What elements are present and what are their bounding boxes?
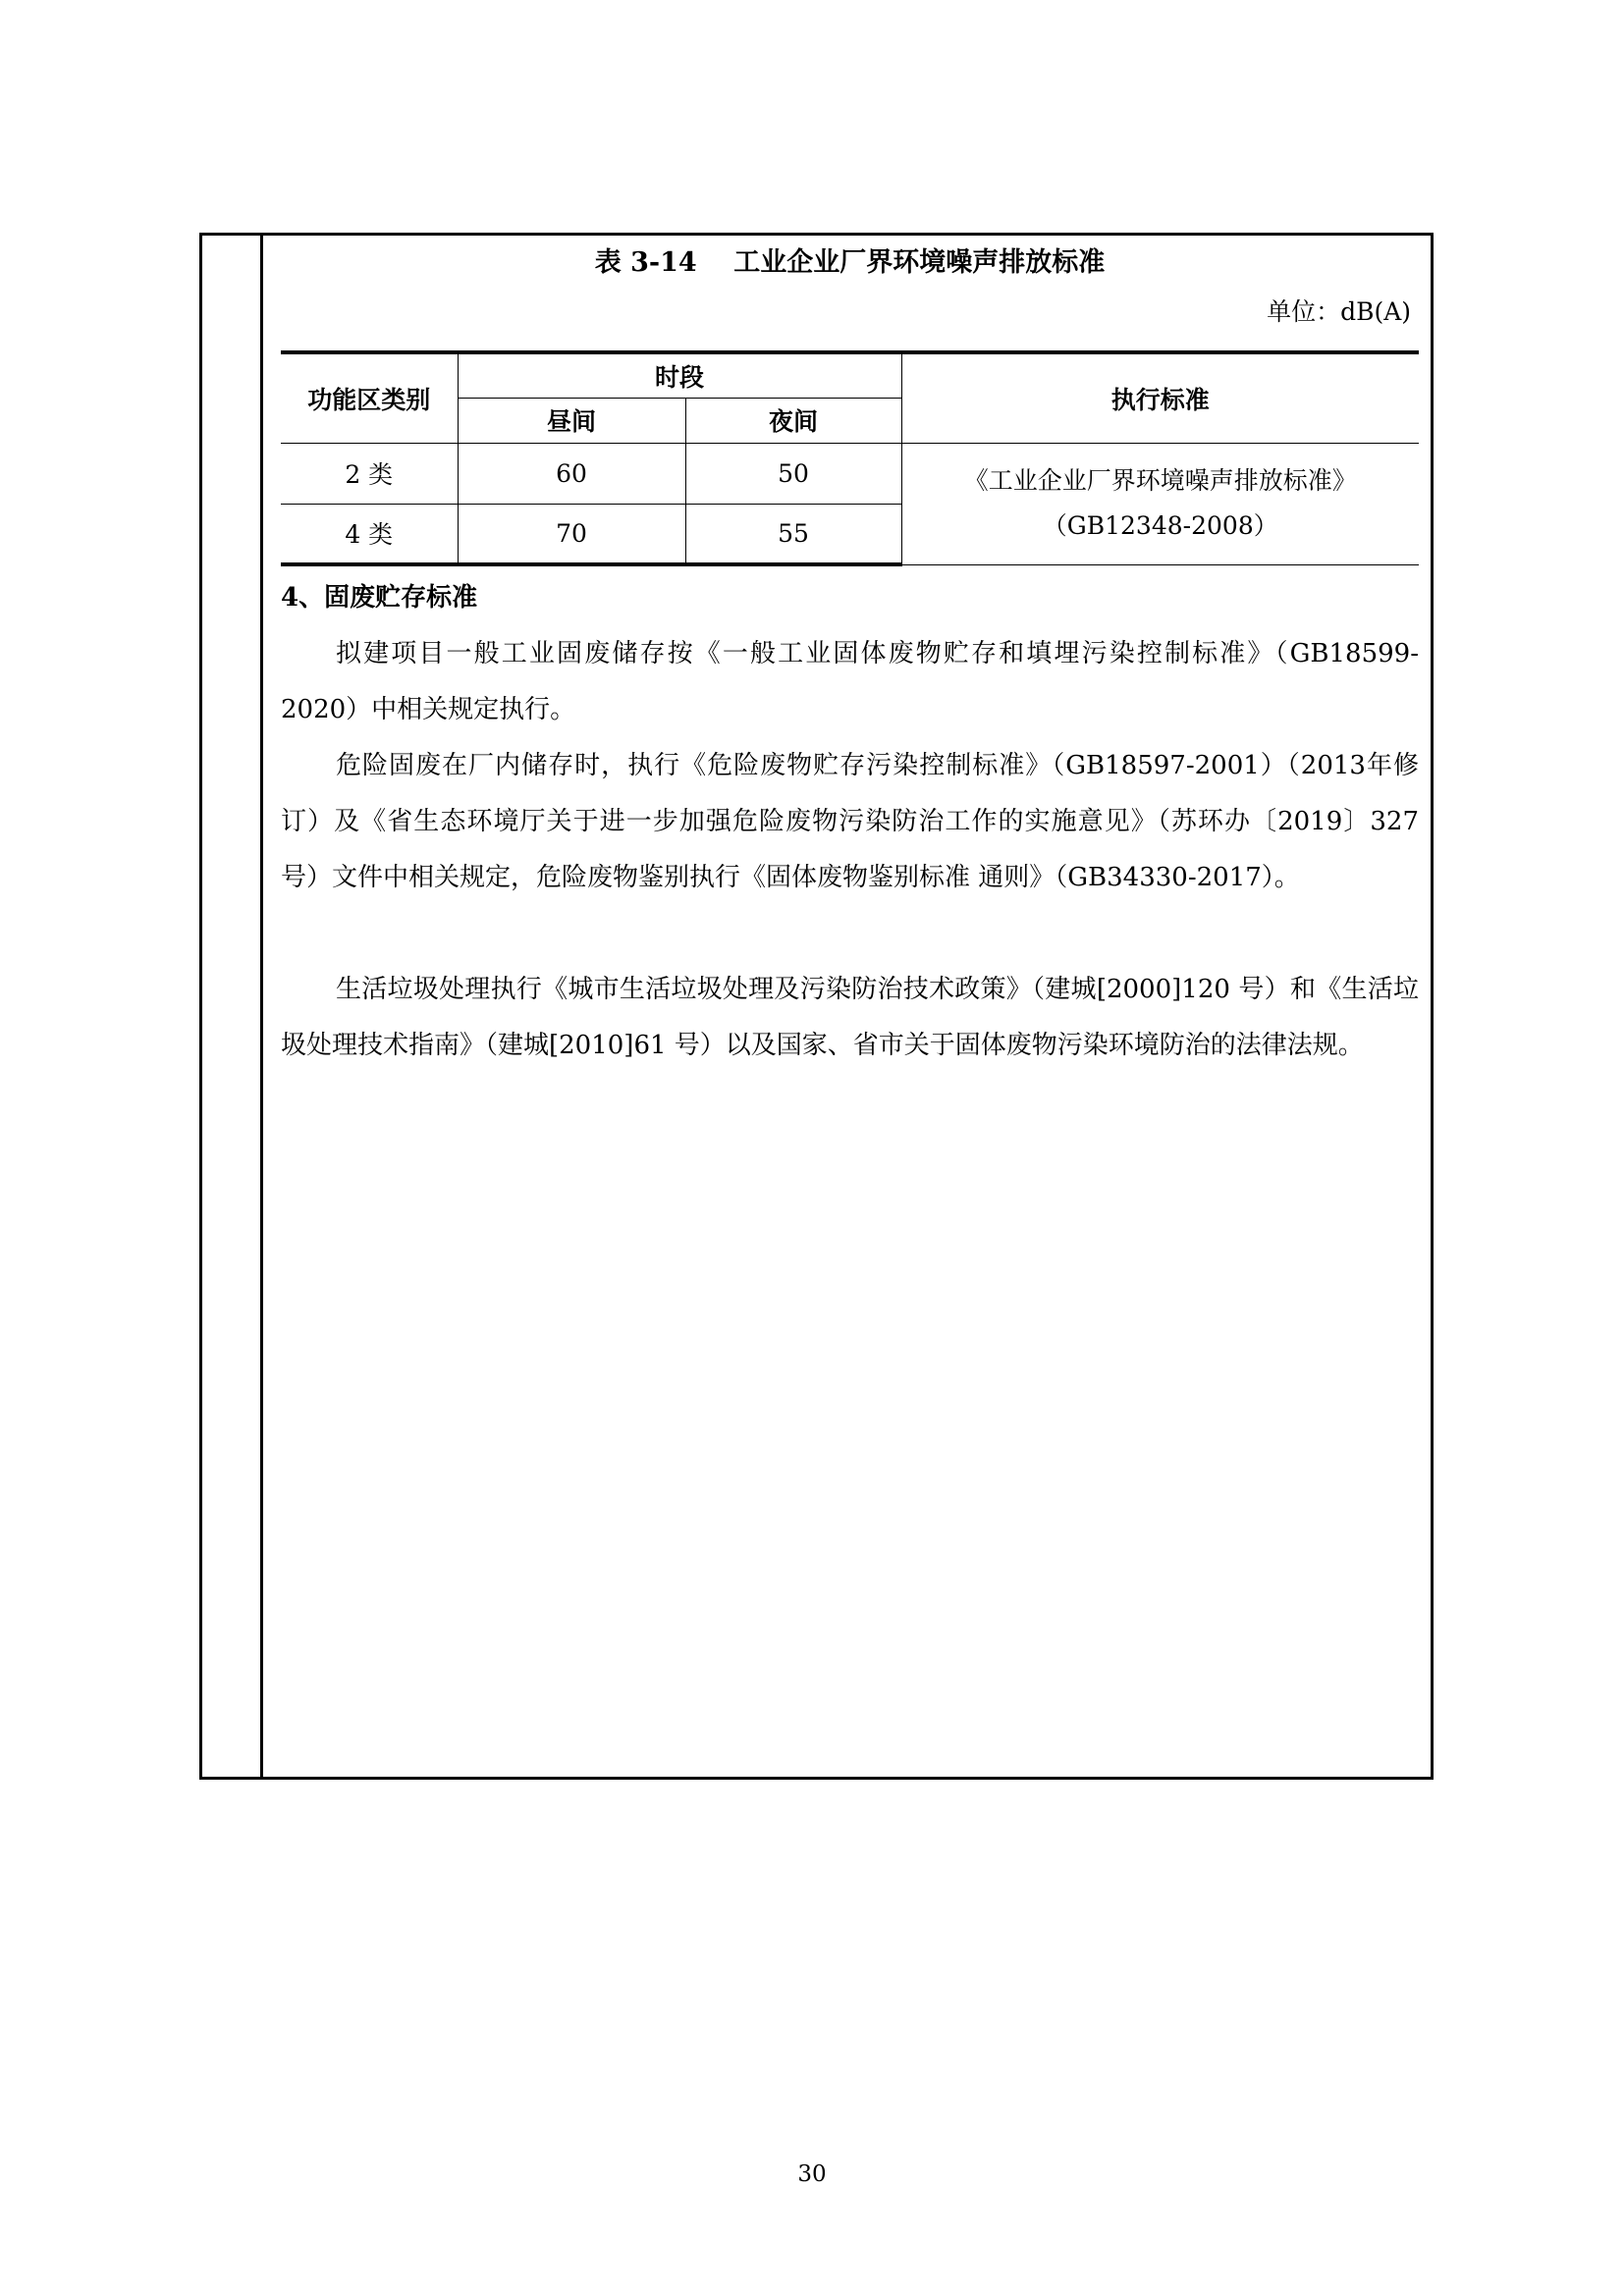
header-period: 时段 <box>458 352 901 398</box>
cell-category: 2 类 <box>281 443 458 504</box>
header-day: 昼间 <box>458 398 685 443</box>
table-row <box>281 443 1419 504</box>
paragraph: 拟建项目一般工业固废储存按《一般工业固体废物贮存和填埋污染控制标准》（GB18599-2020）中相关规定执行。 <box>281 639 1419 724</box>
frame-divider <box>260 236 263 1777</box>
content-frame <box>199 233 1434 1780</box>
header-category: 功能区类别 <box>281 352 458 443</box>
table-unit: 单位：dB(A) <box>1267 297 1411 326</box>
cell-standard <box>901 443 1419 564</box>
cell-night: 50 <box>685 443 901 504</box>
cell-night: 55 <box>685 504 901 564</box>
noise-standard-table <box>281 350 1419 566</box>
section-title: 4、固废贮存标准 <box>281 583 478 613</box>
page-number: 30 <box>797 2162 827 2187</box>
standard-name: 《工业企业厂界环境噪声排放标准》 <box>963 466 1357 495</box>
header-night: 夜间 <box>685 398 901 443</box>
standard-code: （GB12348-2008） <box>1042 511 1278 540</box>
table-title: 表 3-14 工业企业厂界环境噪声排放标准 <box>594 247 1106 278</box>
cell-day: 60 <box>458 443 685 504</box>
header-standard: 执行标准 <box>901 352 1419 443</box>
cell-day: 70 <box>458 504 685 564</box>
paragraph: 生活垃圾处理执行《城市生活垃圾处理及污染防治技术政策》（建城[2000]120 号）和《生活垃圾处理技术指南》（建城[2010]61 号）以及国家、省市关于固体废物污染环境防治的法律法规。 <box>281 975 1419 1060</box>
paragraph: 危险固废在厂内储存时，执行《危险废物贮存污染控制标准》（GB18597-2001）（2013年修订）及《省生态环境厅关于进一步加强危险废物污染防治工作的实施意见》（苏环办〔2019〕327 号）文件中相关规定，危险废物鉴别执行《固体废物鉴别标准 通则》（GB34330-2017）。 <box>281 751 1419 892</box>
cell-category: 4 类 <box>281 504 458 564</box>
